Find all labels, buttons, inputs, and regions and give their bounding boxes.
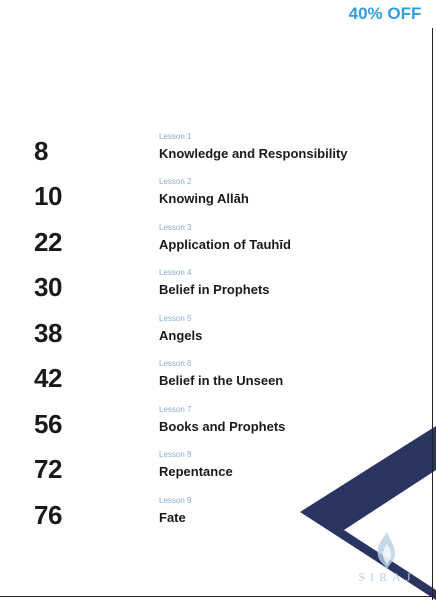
toc-row[interactable] [0,359,430,401]
page-number: 56 [34,409,62,439]
lesson-title: Application of Tauhīd [159,237,291,252]
discount-badge-text: 40% OFF [348,4,422,23]
discount-badge [334,0,436,28]
lesson-title: Knowing Allāh [159,191,249,206]
toc-row[interactable] [0,177,430,219]
lesson-title: Books and Prophets [159,419,286,434]
brand-watermark: SIRAJ [358,570,416,584]
page-number: 38 [34,318,62,348]
lesson-label: Lesson 9 [159,496,192,505]
toc-row[interactable] [0,268,430,310]
lesson-title: Fate [159,510,186,525]
page-number: 42 [34,363,62,393]
lesson-title: Knowledge and Responsibility [159,146,348,161]
page-edge-bottom [0,596,433,597]
lesson-title: Belief in the Unseen [159,373,284,388]
lesson-label: Lesson 7 [159,405,192,414]
lesson-title: Repentance [159,464,233,479]
page-edge-right [432,0,433,600]
lesson-label: Lesson 2 [159,177,192,186]
toc-row[interactable] [0,132,430,174]
lesson-label: Lesson 6 [159,359,192,368]
lesson-label: Lesson 8 [159,450,192,459]
lesson-label: Lesson 3 [159,223,192,232]
lesson-label: Lesson 5 [159,314,192,323]
toc-row[interactable] [0,223,430,265]
lesson-title: Belief in Prophets [159,282,270,297]
toc-row[interactable] [0,314,430,356]
lesson-label: Lesson 4 [159,268,192,277]
toc-row[interactable] [0,405,430,447]
page-number: 8 [34,136,48,166]
lesson-title: Angels [159,328,203,343]
lesson-label: Lesson 1 [159,132,192,141]
page-number: 76 [34,500,62,530]
toc-row[interactable] [0,450,430,492]
page-number: 22 [34,227,62,257]
page-number: 10 [34,181,62,211]
page-number: 30 [34,272,62,302]
page-number: 72 [34,454,62,484]
